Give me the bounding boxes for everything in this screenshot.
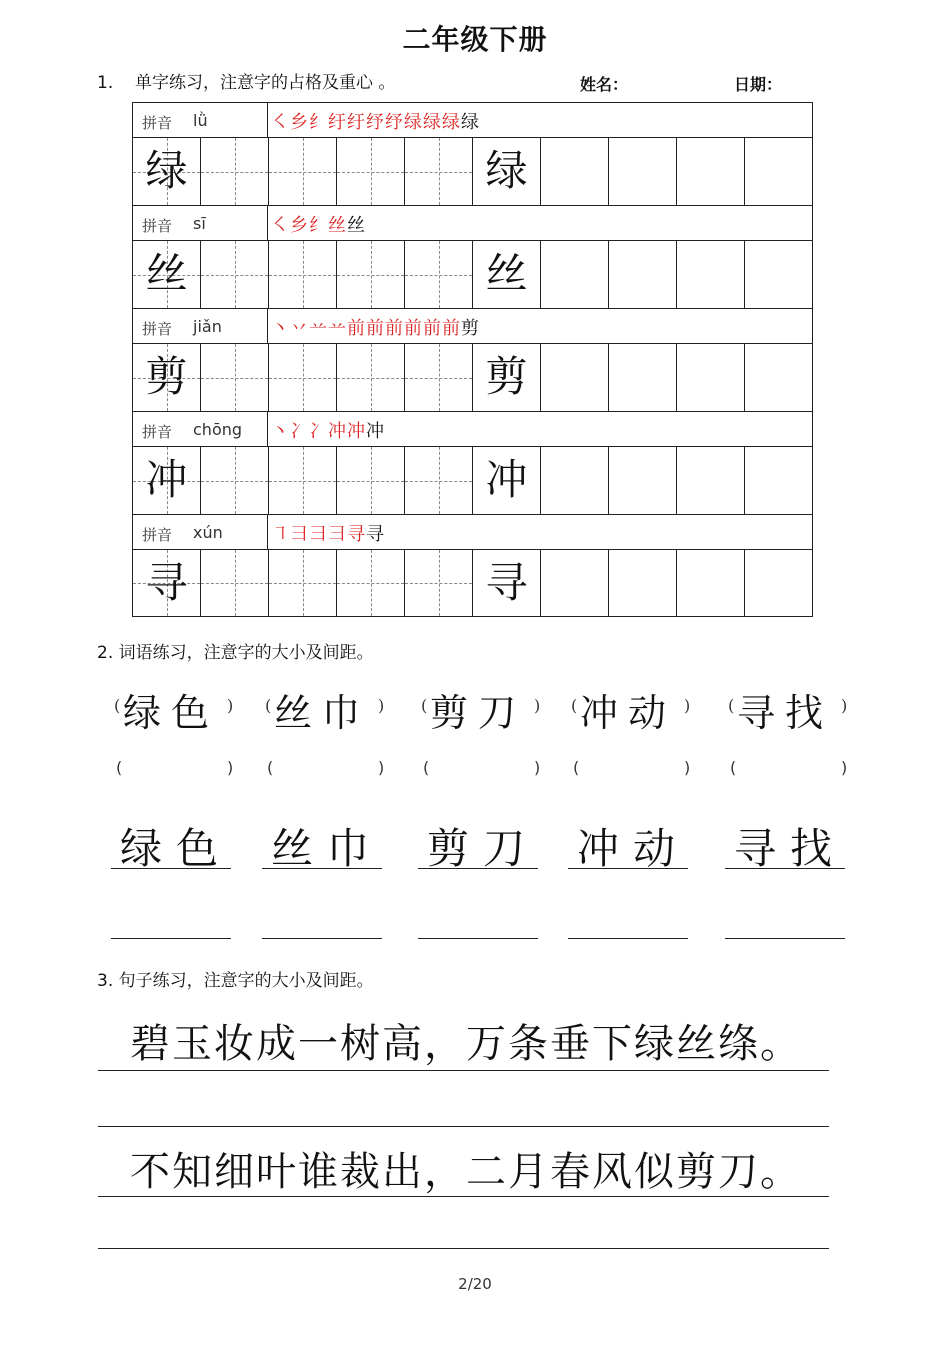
paren-open: (: [265, 696, 272, 715]
character-block: [132, 102, 813, 205]
sentence-1: 碧玉妆成一树高，万条垂下绿丝绦。: [130, 1021, 802, 1067]
writing-cell[interactable]: [677, 344, 745, 411]
word-writing-line[interactable]: [418, 868, 538, 869]
writing-cell[interactable]: [609, 550, 677, 616]
stroke-step: 丝: [328, 215, 347, 236]
stroke-step: 前: [385, 318, 404, 339]
stroke-step: 纡: [347, 112, 366, 133]
pinyin-blank-open: (: [423, 758, 430, 777]
writing-cell[interactable]: [269, 550, 337, 616]
writing-cell[interactable]: [201, 138, 269, 205]
stroke-step: 绿: [404, 112, 423, 133]
stroke-step: 䒑: [328, 318, 347, 339]
writing-cell[interactable]: [609, 344, 677, 411]
stroke-step: 绿: [461, 112, 480, 133]
writing-row: [132, 446, 813, 514]
word-text: 冲动: [580, 691, 677, 735]
stroke-step: 彐: [309, 524, 328, 545]
stroke-step: 丝: [347, 215, 366, 236]
pinyin-blank-open: (: [573, 758, 580, 777]
pinyin-row: [132, 102, 813, 137]
writing-cell[interactable]: [541, 138, 609, 205]
writing-cell[interactable]: [609, 447, 677, 514]
word-text: 绿色: [123, 691, 220, 735]
paren-open: (: [114, 696, 121, 715]
pinyin-value: lǜ: [193, 111, 208, 130]
divider: [267, 103, 268, 137]
writing-cell[interactable]: [269, 138, 337, 205]
writing-cell[interactable]: [405, 241, 473, 308]
section1-heading: [97, 68, 395, 93]
stroke-order: [271, 520, 385, 546]
word-writing-line[interactable]: [725, 938, 845, 939]
stroke-step: 丶: [271, 318, 290, 339]
section1-text: 单字练习，注意字的占格及重心 。: [135, 73, 396, 93]
model-character: 寻: [145, 558, 188, 607]
writing-cell[interactable]: [337, 344, 405, 411]
writing-cell[interactable]: [677, 241, 745, 308]
stroke-step: 寻: [347, 524, 366, 545]
model-character: 丝: [145, 249, 188, 298]
word-text: 剪刀: [430, 691, 527, 735]
stroke-step: 寻: [366, 524, 385, 545]
stroke-step: 䒑: [309, 318, 328, 339]
pinyin-blank-close: ): [534, 758, 541, 777]
word-writing-line[interactable]: [111, 938, 231, 939]
divider: [267, 515, 268, 549]
word-writing-line[interactable]: [111, 868, 231, 869]
stroke-step: 前: [442, 318, 461, 339]
writing-cell[interactable]: [201, 344, 269, 411]
writing-cell[interactable]: [201, 550, 269, 616]
divider: [267, 309, 268, 343]
writing-cell[interactable]: [473, 447, 541, 514]
writing-cell[interactable]: [337, 550, 405, 616]
pinyin-row: [132, 205, 813, 240]
paren-close: ): [534, 696, 541, 715]
stroke-step: 冫: [290, 421, 309, 442]
writing-cell[interactable]: [405, 138, 473, 205]
trace-word: 寻找: [734, 824, 847, 873]
pinyin-value: jiǎn: [193, 317, 222, 336]
pinyin-row: [132, 411, 813, 446]
writing-cell[interactable]: [541, 447, 609, 514]
writing-cell[interactable]: [405, 550, 473, 616]
writing-cell[interactable]: [269, 447, 337, 514]
writing-cell[interactable]: [745, 241, 812, 308]
writing-row: [132, 240, 813, 308]
pinyin-row: [132, 514, 813, 549]
paren-close: ): [841, 696, 848, 715]
trace-word: 剪刀: [427, 824, 540, 873]
stroke-step: 冲: [328, 421, 347, 442]
word-text: 寻找: [737, 691, 834, 735]
pinyin-label: 拼音: [142, 320, 173, 338]
stroke-step: 纾: [385, 112, 404, 133]
pinyin-blank-close: ): [684, 758, 691, 777]
sentence-line: [98, 1070, 829, 1071]
stroke-step: 乡: [290, 112, 309, 133]
stroke-order: [271, 211, 366, 237]
pinyin-label: 拼音: [142, 217, 173, 235]
stroke-step: 绿: [442, 112, 461, 133]
writing-cell[interactable]: [133, 241, 201, 308]
stroke-step: 剪: [461, 318, 480, 339]
character-block: [132, 514, 813, 617]
writing-row: [132, 137, 813, 205]
paren-open: (: [728, 696, 735, 715]
sentence-2: 不知细叶谁裁出，二月春风似剪刀。: [130, 1149, 802, 1195]
section1-number: 1.: [97, 73, 114, 93]
paren-close: ): [378, 696, 385, 715]
character-practice-grid: [132, 102, 813, 617]
model-character: 冲: [145, 455, 188, 504]
stroke-order: [271, 417, 385, 443]
word-text: 丝巾: [274, 691, 371, 735]
stroke-step: 彐: [290, 524, 309, 545]
divider: [267, 206, 268, 240]
writing-cell[interactable]: [541, 344, 609, 411]
pinyin-blank-close: ): [378, 758, 385, 777]
paren-close: ): [227, 696, 234, 715]
model-character: 剪: [145, 352, 188, 401]
trace-word: 丝巾: [271, 824, 384, 873]
writing-cell[interactable]: [609, 241, 677, 308]
word-writing-line[interactable]: [262, 868, 382, 869]
pinyin-value: sī: [193, 214, 206, 233]
stroke-step: 纟: [309, 112, 328, 133]
writing-cell[interactable]: [473, 138, 541, 205]
pinyin-blank-open: (: [116, 758, 123, 777]
stroke-step: 纟: [309, 215, 328, 236]
stroke-order: [271, 108, 480, 134]
model-character: 剪: [485, 352, 528, 401]
word-writing-line[interactable]: [418, 938, 538, 939]
writing-cell[interactable]: [133, 550, 201, 616]
writing-cell[interactable]: [405, 447, 473, 514]
divider: [267, 412, 268, 446]
pinyin-value: chōng: [193, 420, 243, 439]
pinyin-blank-close: ): [227, 758, 234, 777]
section2-heading: 2. 词语练习，注意字的大小及间距。: [97, 643, 374, 663]
writing-cell[interactable]: [337, 241, 405, 308]
page-number: 2/20: [458, 1275, 492, 1293]
writing-cell[interactable]: [133, 344, 201, 411]
pinyin-blank-open: (: [730, 758, 737, 777]
stroke-step: 彐: [328, 524, 347, 545]
sentence-line: [98, 1196, 829, 1197]
stroke-order: [271, 314, 480, 340]
writing-cell[interactable]: [473, 344, 541, 411]
stroke-step: 绿: [423, 112, 442, 133]
model-character: 绿: [485, 146, 528, 195]
writing-cell[interactable]: [677, 550, 745, 616]
writing-cell[interactable]: [745, 550, 812, 616]
writing-cell[interactable]: [201, 447, 269, 514]
stroke-step: ㇕: [271, 524, 290, 545]
section3-heading: 3. 句子练习，注意字的大小及间距。: [97, 971, 374, 991]
writing-cell[interactable]: [541, 241, 609, 308]
stroke-step: 丶: [271, 421, 290, 442]
pinyin-label: 拼音: [142, 526, 173, 544]
writing-cell[interactable]: [677, 447, 745, 514]
writing-row: [132, 343, 813, 411]
page-title: 二年级下册: [402, 23, 548, 56]
writing-cell[interactable]: [745, 138, 812, 205]
model-character: 绿: [145, 146, 188, 195]
model-character: 冲: [485, 455, 528, 504]
writing-cell[interactable]: [337, 447, 405, 514]
pinyin-blank-open: (: [267, 758, 274, 777]
stroke-step: 前: [347, 318, 366, 339]
writing-cell[interactable]: [337, 138, 405, 205]
writing-cell[interactable]: [269, 344, 337, 411]
model-character: 丝: [485, 249, 528, 298]
sentence-line: [98, 1126, 829, 1127]
writing-cell[interactable]: [677, 138, 745, 205]
paren-open: (: [571, 696, 578, 715]
stroke-step: 纾: [366, 112, 385, 133]
writing-cell[interactable]: [473, 550, 541, 616]
stroke-step: ㇛: [271, 215, 290, 236]
writing-cell[interactable]: [609, 138, 677, 205]
character-block: [132, 205, 813, 308]
paren-open: (: [421, 696, 428, 715]
writing-cell[interactable]: [269, 241, 337, 308]
stroke-step: 前: [366, 318, 385, 339]
stroke-step: 冲: [366, 421, 385, 442]
model-character: 寻: [485, 558, 528, 607]
word-writing-line[interactable]: [262, 938, 382, 939]
stroke-step: ㇛: [271, 112, 290, 133]
stroke-step: 冫: [309, 421, 328, 442]
pinyin-row: [132, 308, 813, 343]
stroke-step: 冲: [347, 421, 366, 442]
pinyin-label: 拼音: [142, 114, 173, 132]
trace-word: 冲动: [577, 824, 690, 873]
writing-cell[interactable]: [133, 447, 201, 514]
character-block: [132, 308, 813, 411]
writing-cell[interactable]: [541, 550, 609, 616]
writing-row: [132, 549, 813, 617]
stroke-step: 前: [423, 318, 442, 339]
name-label: 姓名：: [580, 75, 629, 94]
paren-close: ): [684, 696, 691, 715]
writing-cell[interactable]: [745, 447, 812, 514]
writing-cell[interactable]: [133, 138, 201, 205]
word-writing-line[interactable]: [568, 868, 688, 869]
word-writing-line[interactable]: [725, 868, 845, 869]
stroke-step: 纡: [328, 112, 347, 133]
writing-cell[interactable]: [745, 344, 812, 411]
character-block: [132, 411, 813, 514]
sentence-line: [98, 1248, 829, 1249]
stroke-step: 乡: [290, 215, 309, 236]
word-writing-line[interactable]: [568, 938, 688, 939]
stroke-step: 丷: [290, 318, 309, 339]
trace-word: 绿色: [120, 824, 233, 873]
writing-cell[interactable]: [405, 344, 473, 411]
writing-cell[interactable]: [473, 241, 541, 308]
pinyin-value: xún: [193, 523, 223, 542]
stroke-step: 前: [404, 318, 423, 339]
writing-cell[interactable]: [201, 241, 269, 308]
pinyin-blank-close: ): [841, 758, 848, 777]
pinyin-label: 拼音: [142, 423, 173, 441]
date-label: 日期：: [734, 75, 783, 94]
